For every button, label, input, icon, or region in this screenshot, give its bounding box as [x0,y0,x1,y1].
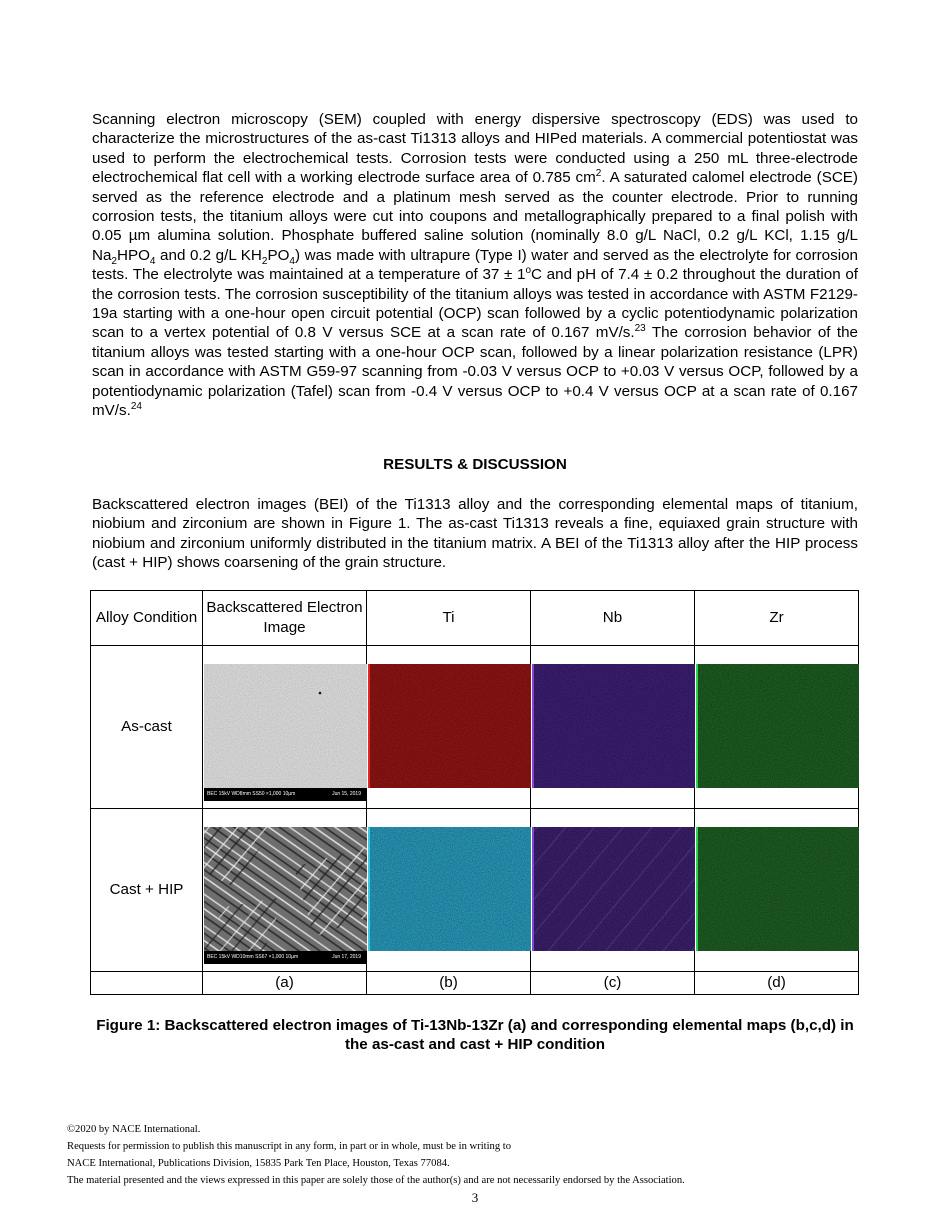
ti-map-hip-cell [367,809,531,972]
nb-map-hip-cell [531,809,695,972]
zr-map-hip-texture [696,827,859,951]
table-row-hip [91,809,859,972]
sem-info-ascast: BEC 15kV WD8mm SS50 ×1,000 10µm [207,791,296,797]
figure-caption: Figure 1: Backscattered electron images of Ti-13Nb-13Zr (a) and corresponding elemental maps (b,c,d) in the as-cast and cast + HIP condition [96,1017,854,1054]
subfig-label-d: (d) [695,972,859,995]
sem-image-hip [204,827,367,951]
sem-info-bar-ascast [204,788,367,801]
nb-map-hip [532,827,695,951]
footer-copyright: ©2020 by NACE International. [67,1124,201,1135]
ti-map-ascast-texture [368,664,531,788]
header-ti: Ti [367,591,531,646]
sem-image-hip-cell [203,809,367,972]
header-zr: Zr [695,591,859,646]
sem-ascast-texture [204,664,367,788]
zr-map-ascast [696,664,859,788]
table-subfig-row [91,972,859,995]
ti-map-hip-texture [368,827,531,951]
row-label-ascast: As-cast [91,646,203,809]
sem-date-hip: Jun 17, 2019 [332,954,361,960]
subfig-empty-cell [91,972,203,995]
paragraph-results: Backscattered electron images (BEI) of the Ti1313 alloy and the corresponding elemental maps of titanium, niobium and zirconium are shown in Figure 1. The as-cast Ti1313 reveals a fine, equiaxed grain structure with niobium and zirconium uniformly distributed in the titanium matrix. A BEI of the Ti1313 alloy after the HIP process (cast + HIP) shows coarsening of the grain structure. [92,496,858,572]
sem-image-ascast-cell [203,646,367,809]
header-alloy-condition: Alloy Condition [91,591,203,646]
table-header-row [91,591,859,646]
sem-info-hip: BEC 15kV WD10mm SS67 ×1,000 10µm [207,954,299,960]
nb-map-ascast-texture [532,664,695,788]
table-row-ascast [91,646,859,809]
section-heading: RESULTS & DISCUSSION [383,456,567,473]
sem-ascast-particle [319,692,322,695]
subfig-label-b: (b) [367,972,531,995]
zr-map-ascast-cell [695,646,859,809]
nb-map-ascast [532,664,695,788]
nb-map-hip-texture [532,827,695,951]
paragraph-methods: Scanning electron microscopy (SEM) coupled with energy dispersive spectroscopy (EDS) was used to characterize the microstructures of the as-cast Ti1313 alloys and HIPed materials. A commercial potentiostat was used to perform the electrochemical tests. Corrosion tests were conducted using a 250 mL three-electrode electrochemical flat cell with a working electrode surface area of 0.785 $cm^2$. A saturated calomel electrode (SCE) served as the reference electrode and a platinum mesh served as the counter electrode. Prior to running corrosion tests, the titanium alloys were cut into coupons and metallographically prepared to a final polish with 0.05 µm alumina solution. Phosphate buffered saline solution (nominally 8.0 g/L NaCl, 0.2 g/L KCl, 1.15 g/L $Na_2HPO_4$ and 0.2 g/L $KH_2PO_4$) was made with ultrapure (Type I) water and served as the electrolyte for corrosion tests. The electrolyte was maintained at a temperature of $37 \pm 1^oC$ and pH of 7.4 ± 0.2 throughout the duration of the corrosion tests. The corrosion susceptibility of the titanium alloys was tested in accordance with ASTM F2129-19a starting with a one-hour open circuit potential (OCP) scan followed by a cyclic potentiodynamic polarization scan to a vertex potential of 0.8 V versus SCE at a scan rate of 0.167 mV/s.$^{23}$ The corrosion behavior of the titanium alloys was tested starting with a one-hour OCP scan, followed by a linear polarization resistance (LPR) scan in accordance with ASTM G59-97 scanning from -0.03 V versus OCP to +0.03 V versus OCP, followed by a potentiodynamic polarization (Tafel) scan from -0.4 V versus OCP to +0.4 V versus OCP at a scan rate of 0.167 mV/s.$^{24}$ [92,111,859,420]
ti-map-ascast [368,664,531,788]
zr-map-hip-cell [695,809,859,972]
ti-map-hip [368,827,531,951]
footer-permissions: Requests for permission to publish this manuscript in any form, in part or in whole, must be in writing to [67,1141,512,1152]
subfig-label-a: (a) [203,972,367,995]
header-backscattered-image: Backscattered Electron Image [203,591,367,646]
zr-map-hip [696,827,859,951]
row-label-hip: Cast + HIP [91,809,203,972]
footer-address: NACE International, Publications Division, 15835 Park Ten Place, Houston, Texas 77084. [67,1158,450,1169]
ti-map-ascast-cell [367,646,531,809]
footer [67,1121,887,1189]
sem-date-ascast: Jun 15, 2019 [332,791,361,797]
nb-map-ascast-cell [531,646,695,809]
header-nb: Nb [531,591,695,646]
sem-info-bar-hip [204,951,367,964]
sem-image-ascast [204,664,367,788]
subfig-label-c: (c) [531,972,695,995]
zr-map-ascast-texture [696,664,859,788]
figure-table [90,590,859,995]
footer-disclaimer: The material presented and the views expressed in this paper are solely those of the author(s) and are not necessarily endorsed by the Association. [67,1175,685,1186]
page-number: 3 [471,1190,479,1205]
